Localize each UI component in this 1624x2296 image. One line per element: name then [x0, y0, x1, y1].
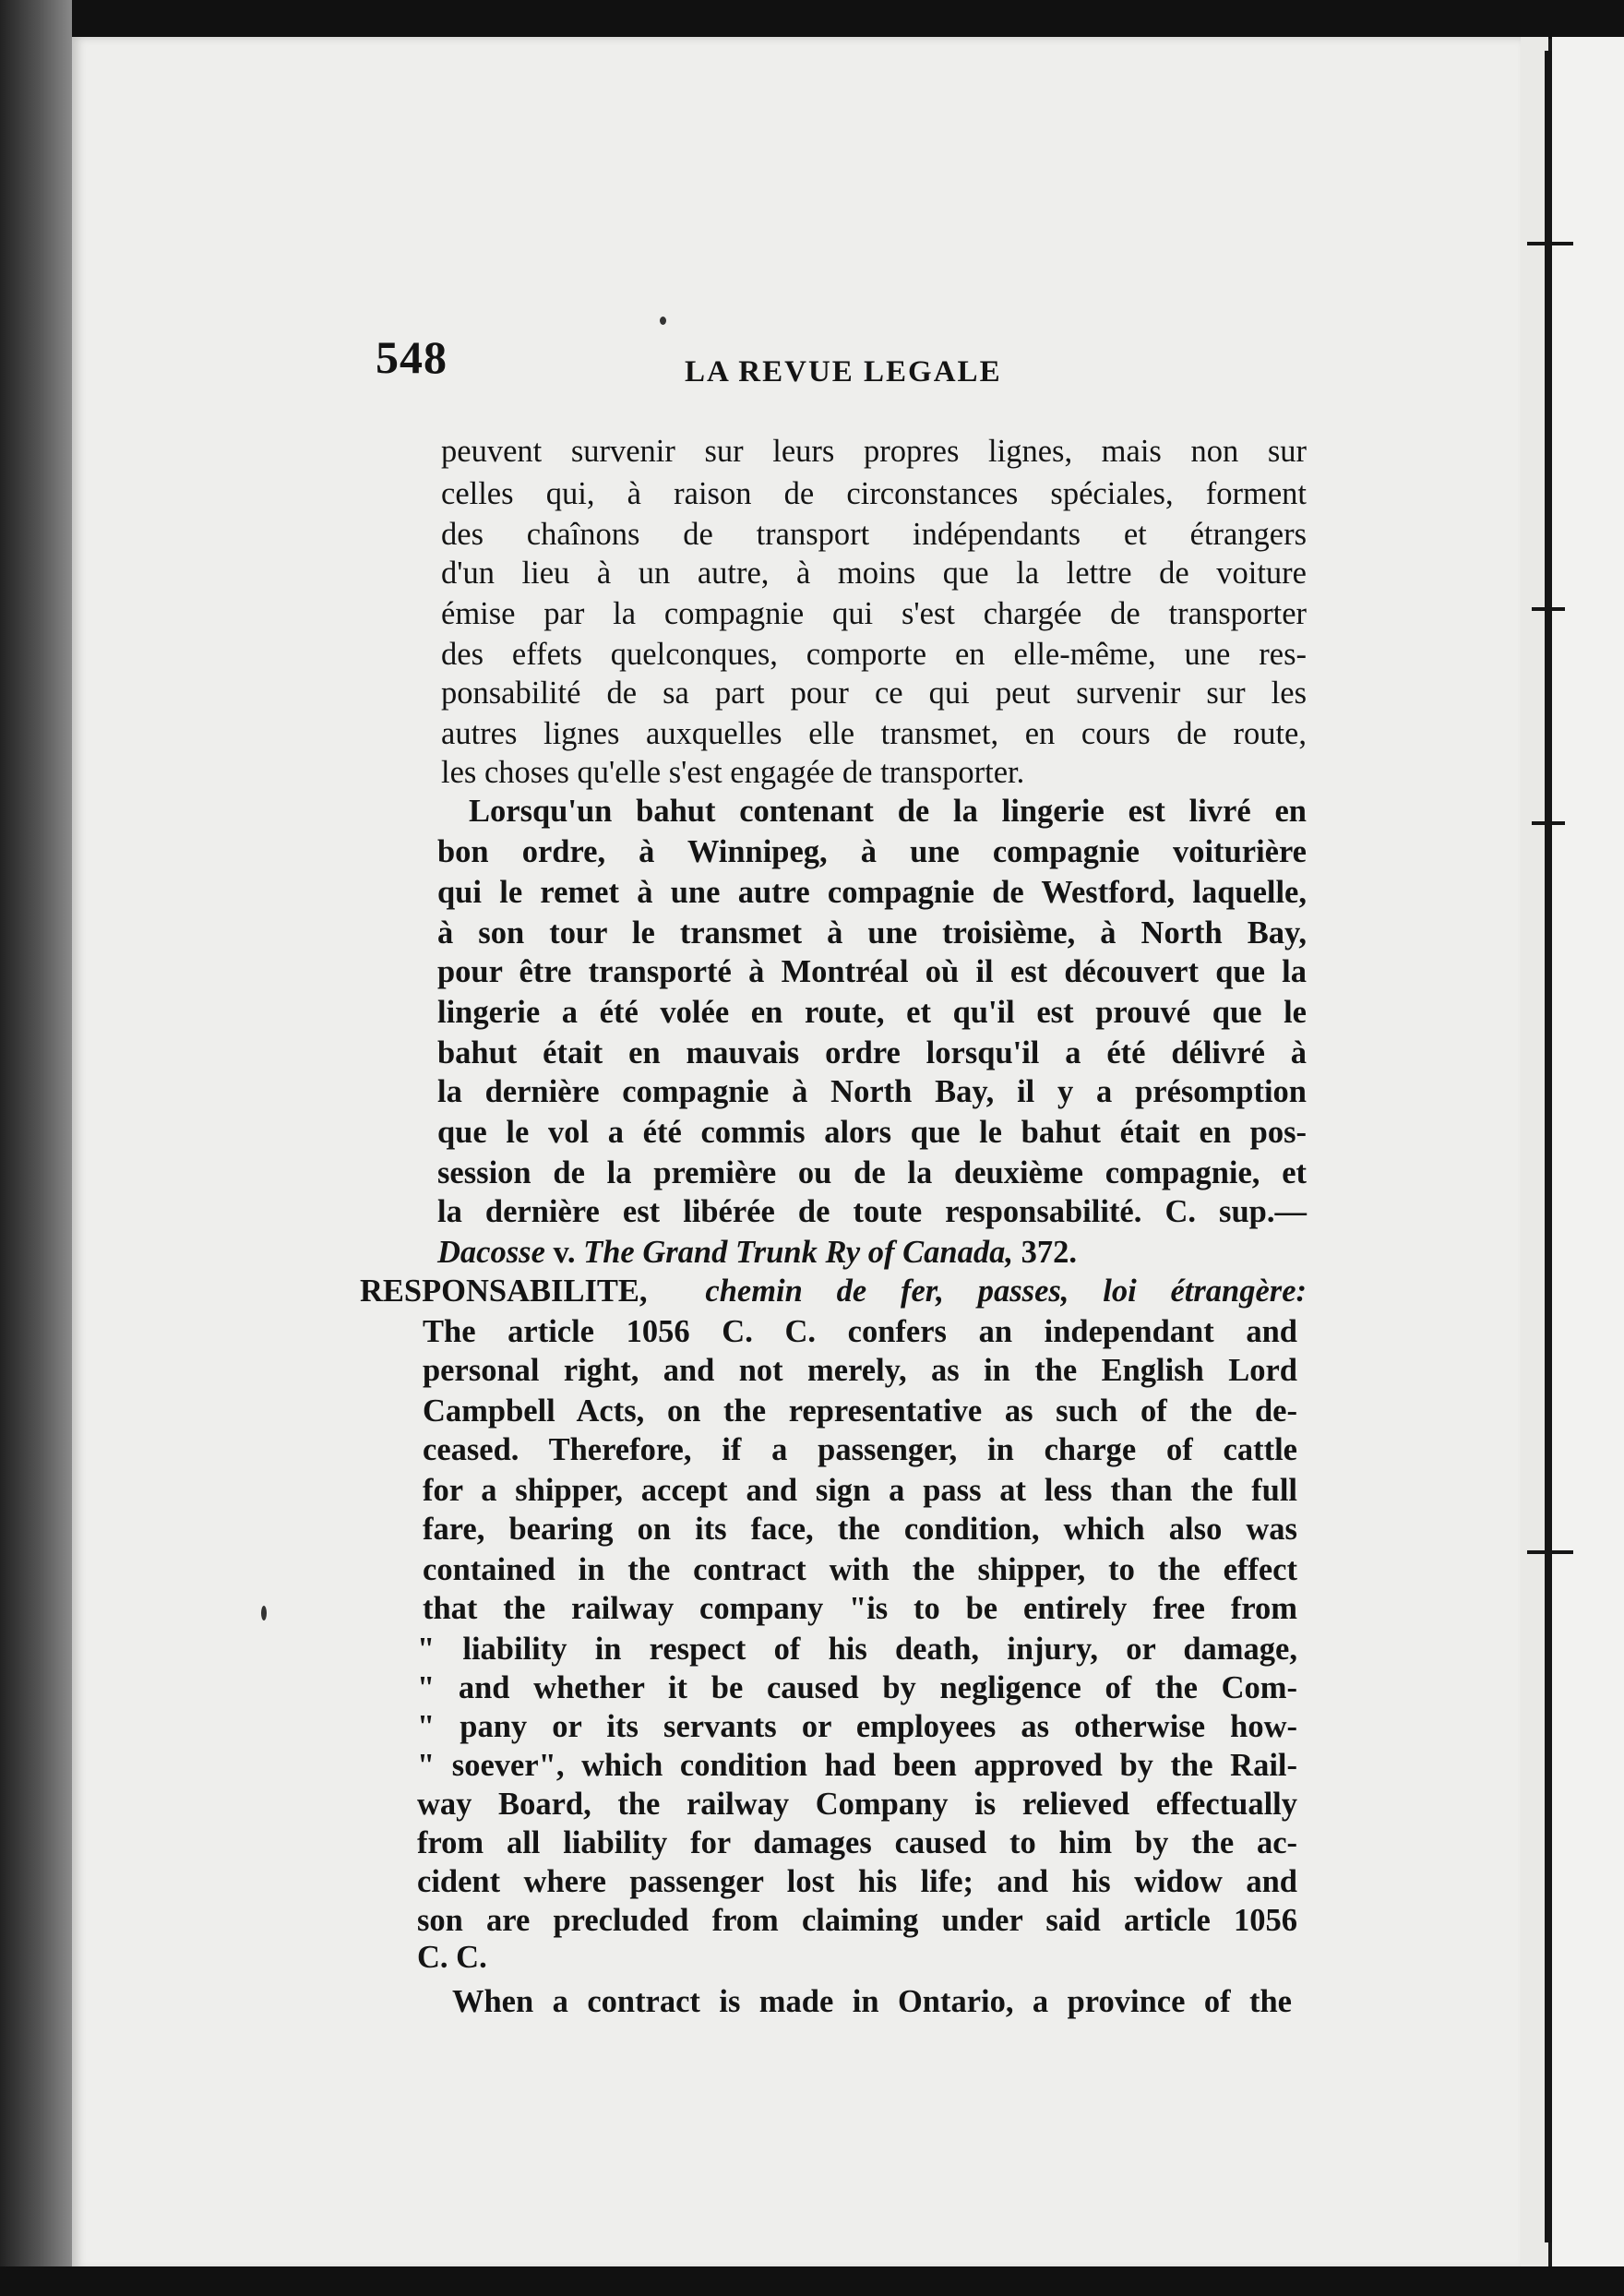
text-line: bahut était en mauvais ordre lorsqu'il a été délivré à: [437, 1035, 1307, 1070]
text-line: peuvent survenir sur leurs propres lignes, mais non sur: [441, 434, 1307, 469]
text-line: bon ordre, à Winnipeg, à une compagnie voiturière: [437, 834, 1307, 869]
binding-tick: [1532, 821, 1565, 825]
text-line: que le vol a été commis alors que le bahut était en pos-: [437, 1115, 1307, 1150]
text-line: Lorsqu'un bahut contenant de la lingerie est livré en: [469, 794, 1307, 829]
page-number: 548: [376, 331, 448, 383]
text-line: émise par la compagnie qui s'est chargée de transporter: [441, 596, 1307, 631]
text-line: à son tour le transmet à une troisième, à North Bay,: [437, 915, 1307, 951]
text-line: " and whether it be caused by negligence of the Com-: [417, 1670, 1297, 1705]
binding-tick: [1527, 1550, 1573, 1554]
citation-party: The Grand Trunk Ry of Canada,: [583, 1235, 1013, 1270]
text-line: " soever", which condition had been approved by the Rail-: [417, 1748, 1297, 1783]
scan-speck: [660, 317, 666, 325]
text-line: way Board, the railway Company is relieved effectually: [417, 1787, 1297, 1822]
scan-speck: [261, 1606, 267, 1620]
binding-rule: [1545, 51, 1552, 2242]
text-line: des chaînons de transport indépendants et étrangers: [441, 517, 1307, 552]
text-line: la dernière est libérée de toute responsabilité. C. sup.—: [437, 1194, 1307, 1229]
text-line: for a shipper, accept and sign a pass at less than the full: [423, 1473, 1297, 1508]
text-line: lingerie a été volée en route, et qu'il est prouvé que le: [437, 995, 1307, 1030]
entry-heading-line: [360, 1272, 1307, 1310]
text-line: When a contract is made in Ontario, a province of the: [452, 1984, 1292, 2019]
citation-page: 372.: [1012, 1235, 1077, 1270]
text-line: session de la première ou de la deuxième compagnie, et: [437, 1155, 1307, 1190]
text-line: C. C.: [417, 1940, 487, 1975]
binding-tick: [1527, 242, 1573, 245]
text-line: " liability in respect of his death, injury, or damage,: [417, 1632, 1297, 1667]
text-line: fare, bearing on its face, the condition, which also was: [423, 1512, 1297, 1547]
text-line: autres lignes auxquelles elle transmet, en cours de route,: [441, 716, 1307, 751]
case-citation: [437, 1233, 1307, 1272]
text-line: les choses qu'elle s'est engagée de transporter.: [441, 755, 1025, 790]
text-line: Campbell Acts, on the representative as such of the de-: [423, 1393, 1297, 1429]
text-line: pour être transporté à Montréal où il est découvert que la: [437, 954, 1307, 989]
text-line: ceased. Therefore, if a passenger, in charge of cattle: [423, 1432, 1297, 1467]
text-line: The article 1056 C. C. confers an independant and: [423, 1314, 1297, 1349]
text-line: son are precluded from claiming under said article 1056: [417, 1903, 1297, 1938]
text-line: " pany or its servants or employees as otherwise how-: [417, 1709, 1297, 1744]
citation-party: Dacosse: [437, 1235, 545, 1270]
text-line: qui le remet à une autre compagnie de Westford, laquelle,: [437, 875, 1307, 910]
scan-top-border: [0, 0, 1624, 39]
text-line: cident where passenger lost his life; and his widow and: [417, 1864, 1297, 1899]
text-line: contained in the contract with the shipper, to the effect: [423, 1552, 1297, 1587]
entry-subheading: chemin de fer, passes, loi étrangère:: [705, 1274, 1308, 1309]
scan-left-border: [0, 0, 72, 2296]
text-line: des effets quelconques, comporte en elle-même, une res-: [441, 637, 1307, 672]
scan-bottom-border: [0, 2266, 1624, 2296]
text-line: from all liability for damages caused to him by the ac-: [417, 1825, 1297, 1860]
entry-heading: RESPONSABILITE,: [360, 1274, 648, 1309]
facing-page-edge: [1552, 37, 1624, 2270]
text-line: that the railway company "is to be entirely free from: [423, 1591, 1297, 1626]
text-line: personal right, and not merely, as in the English Lord: [423, 1353, 1297, 1388]
text-line: la dernière compagnie à North Bay, il y a présomption: [437, 1074, 1307, 1109]
text-line: d'un lieu à un autre, à moins que la lettre de voiture: [441, 556, 1307, 591]
citation-versus: v.: [544, 1235, 584, 1270]
text-line: celles qui, à raison de circonstances spéciales, forment: [441, 476, 1307, 511]
binding-tick: [1532, 607, 1565, 611]
text-line: ponsabilité de sa part pour ce qui peut survenir sur les: [441, 676, 1307, 711]
running-title: LA REVUE LEGALE: [685, 355, 1002, 389]
